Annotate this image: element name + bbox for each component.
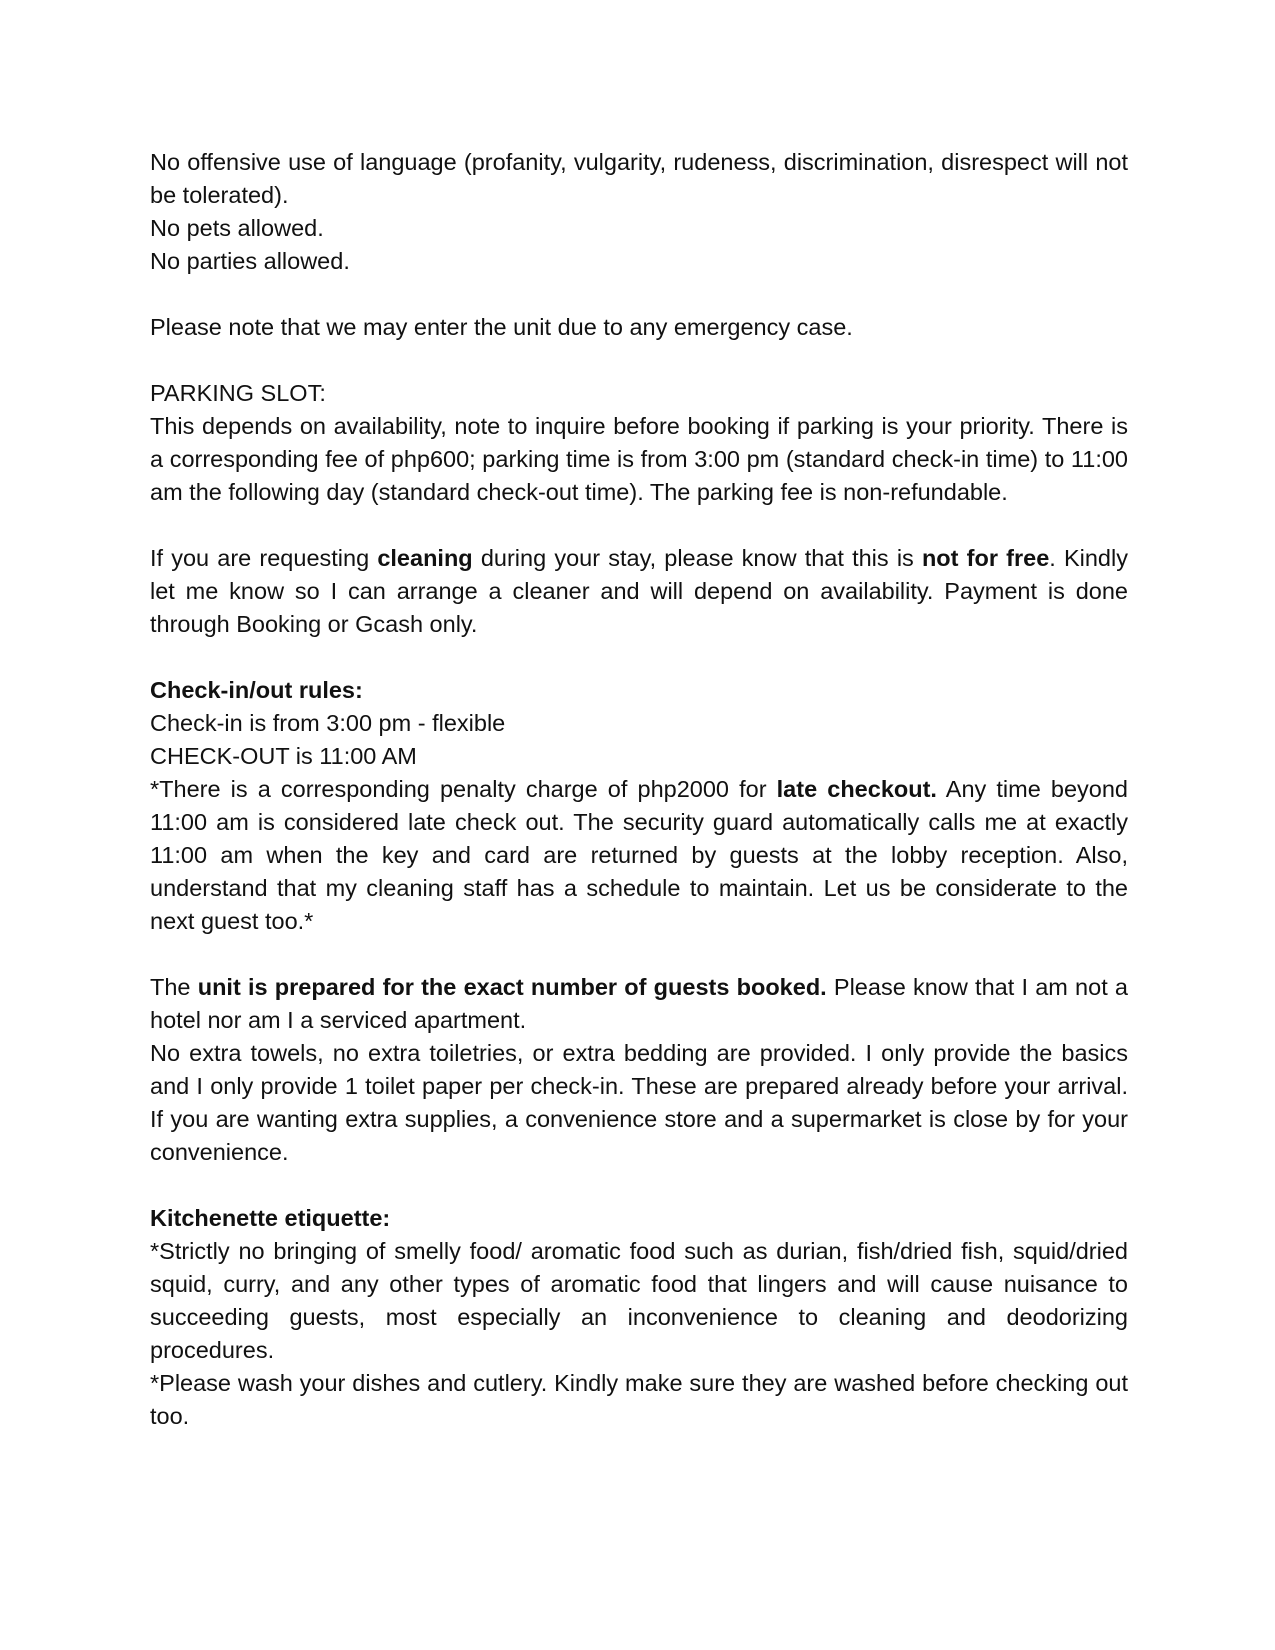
unit-prepared	[150, 971, 1128, 1037]
parking-section	[150, 377, 1128, 509]
parking-body: This depends on availability, note to inquire before booking if parking is your priority. There is a corresponding fee of php600; parking time is from 3:00 pm (standard check-in time) to 11:00 am the following day (standard check-out time). The parking fee is non-refundable.	[150, 413, 1128, 505]
kitchen-heading-text: Kitchenette etiquette:	[150, 1205, 391, 1231]
cleaning-bold: cleaning	[377, 545, 473, 571]
late-checkout-penalty	[150, 773, 1128, 938]
kitchen-section	[150, 1202, 1128, 1433]
checkin-heading-text: Check-in/out rules:	[150, 677, 363, 703]
emergency-note: Please note that we may enter the unit due to any emergency case.	[150, 314, 853, 340]
language-rule: No offensive use of language (profanity, vulgarity, rudeness, discrimination, disrespect will not be tolerated).	[150, 149, 1128, 208]
parties-rule: No parties allowed.	[150, 248, 350, 274]
supplies-note: No extra towels, no extra toiletries, or extra bedding are provided. I only provide the basics and I only provide 1 toilet paper per check-in. These are prepared already before your arrival. If you are wanting extra supplies, a convenience store and a supermarket is close by for your convenience.	[150, 1040, 1128, 1165]
cleaning-text-post: . Kindly let me know so I can arrange a cleaner and will depend on availability. Payment is done through Booking or Gcash only.	[150, 545, 1128, 637]
checkin-time: Check-in is from 3:00 pm - flexible	[150, 710, 506, 736]
unit-text-pre: The	[150, 974, 198, 1000]
penalty-text-post: Any time beyond 11:00 am is considered late check out. The security guard automatically calls me at exactly 11:00 am when the key and card are returned by guests at the lobby reception. Also, understand that my cleaning staff has a schedule to maintain. Let us be considerate to the next guest too.*	[150, 776, 1128, 934]
checkin-heading	[150, 674, 1128, 707]
kitchen-rule-food: *Strictly no bringing of smelly food/ aromatic food such as durian, fish/dried fish, squid/dried squid, curry, and any other types of aromatic food that lingers and will cause nuisance to succeeding guests, most especially an inconvenience to cleaning and deodorizing procedures.	[150, 1238, 1128, 1363]
cleaning-text-mid: during your stay, please know that this is	[472, 545, 922, 571]
checkin-section	[150, 674, 1128, 938]
unit-prepared-bold: unit is prepared for the exact number of guests booked.	[197, 974, 827, 1000]
cleaning-paragraph	[150, 542, 1128, 641]
conduct-rules	[150, 146, 1128, 278]
cleaning-text-pre: If you are requesting	[150, 545, 378, 571]
penalty-text-pre: *There is a corresponding penalty charge of php2000 for	[150, 776, 777, 802]
kitchen-heading	[150, 1202, 1128, 1235]
pets-rule: No pets allowed.	[150, 215, 324, 241]
late-checkout-bold: late checkout.	[776, 776, 937, 802]
unit-text-post: Please know that I am not a hotel nor am I a serviced apartment.	[150, 974, 1128, 1033]
parking-heading: PARKING SLOT:	[150, 380, 326, 406]
unit-section	[150, 971, 1128, 1169]
document-page	[150, 146, 1128, 1466]
checkout-time: CHECK-OUT is 11:00 AM	[150, 743, 417, 769]
kitchen-rule-dishes: *Please wash your dishes and cutlery. Kindly make sure they are washed before checking out too.	[150, 1370, 1128, 1429]
not-for-free-bold: not for free	[921, 545, 1050, 571]
